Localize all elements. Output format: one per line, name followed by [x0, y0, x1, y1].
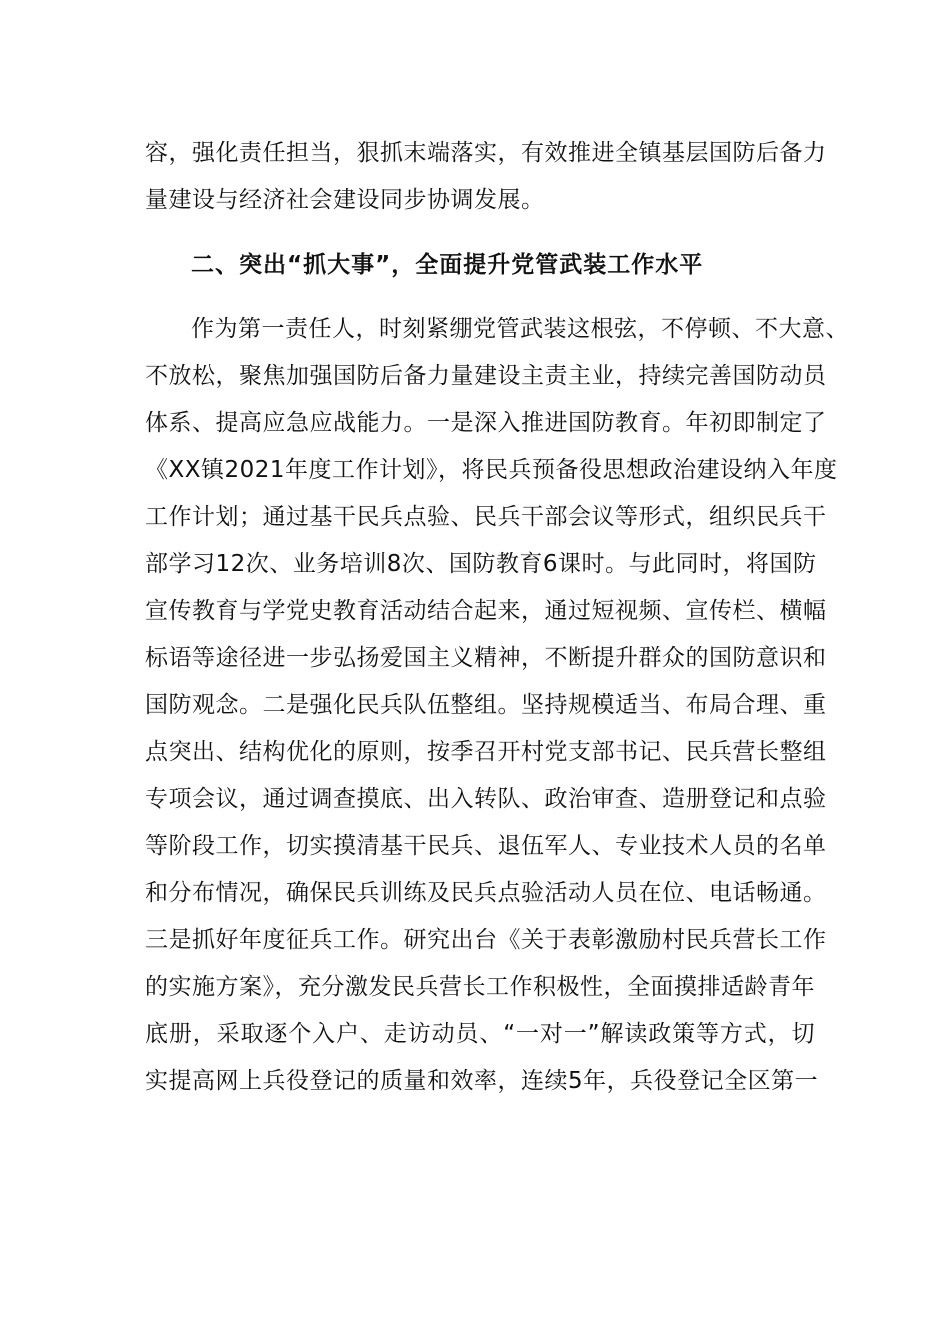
paragraph-line-4: 《XX镇2021年度工作计划》，将民兵预备役思想政治建设纳入年度 — [145, 457, 838, 483]
paragraph-line-5: 工作计划；通过基干民兵点验、民兵干部会议等形式，组织民兵干 — [145, 504, 827, 530]
paragraph-line-14: 三是抓好年度征兵工作。研究出台《关于表彰激励村民兵营长工作 — [145, 927, 827, 953]
paragraph-line-1: 作为第一责任人，时刻紧绷党管武装这根弦，不停顿、不大意、 — [191, 316, 849, 342]
intro-line-2: 量建设与经济社会建设同步协调发展。 — [145, 187, 545, 213]
paragraph-line-15: 的实施方案》，充分激发民兵营长工作积极性，全面摸排适龄青年 — [145, 974, 815, 1000]
section-heading: 二、突出“抓大事”，全面提升党管武装工作水平 — [191, 252, 704, 278]
paragraph-line-2: 不放松，聚焦加强国防后备力量建设主责主业，持续完善国防动员 — [145, 363, 827, 389]
paragraph-line-7: 宣传教育与学党史教育活动结合起来，通过短视频、宣传栏、横幅 — [145, 598, 827, 624]
paragraph-line-12: 等阶段工作，切实摸清基干民兵、退伍军人、专业技术人员的名单 — [145, 833, 827, 859]
paragraph-line-3: 体系、提高应急应战能力。一是深入推进国防教育。年初即制定了 — [145, 410, 827, 436]
paragraph-line-6: 部学习12次、业务培训8次、国防教育6课时。与此同时，将国防 — [145, 551, 817, 577]
paragraph-line-10: 点突出、结构优化的原则，按季召开村党支部书记、民兵营长整组 — [145, 739, 827, 765]
paragraph-line-17: 实提高网上兵役登记的质量和效率，连续5年，兵役登记全区第一 — [145, 1068, 819, 1094]
paragraph-line-16: 底册，采取逐个入户、走访动员、“一对一”解读政策等方式，切 — [145, 1021, 815, 1047]
paragraph-line-8: 标语等途径进一步弘扬爱国主义精神，不断提升群众的国防意识和 — [145, 645, 827, 671]
paragraph-line-11: 专项会议，通过调查摸底、出入转队、政治审查、造册登记和点验 — [145, 786, 827, 812]
paragraph-line-9: 国防观念。二是强化民兵队伍整组。坚持规模适当、布局合理、重 — [145, 692, 827, 718]
intro-line-1: 容，强化责任担当，狠抓末端落实，有效推进全镇基层国防后备力 — [145, 140, 827, 166]
paragraph-line-13: 和分布情况，确保民兵训练及民兵点验活动人员在位、电话畅通。 — [145, 880, 827, 906]
